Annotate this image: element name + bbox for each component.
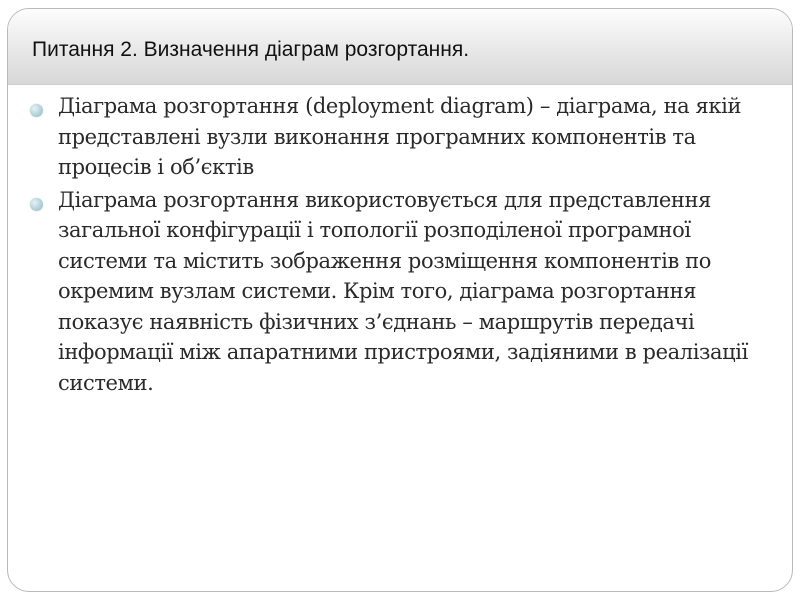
slide-title: Питання 2. Визначення діаграм розгортання. [32,38,470,61]
bullet-dot-icon [30,198,43,211]
bullet-item [30,185,770,399]
bullet-list [30,91,770,400]
title-band [8,9,792,85]
bullet-text: Діаграма розгортання (deployment diagram) – діаграма, на якій представлені вузли виконання програмних компонентів та процесів і об’єктів [58,94,742,179]
bullet-text: Діаграма розгортання використовується для представлення загальної конфігурації і топології розподіленої програмної системи та містить зображення розміщення компонентів по окремим вузлам системи. Крім того, діаграма розгортання показує наявність фізичних з’єднань – маршрутів передачі інформації між апаратними пристроями, задіяними в реалізації системи. [58,187,748,395]
bullet-dot-icon [30,104,43,117]
slide-frame [7,8,793,592]
bullet-item [30,91,770,183]
